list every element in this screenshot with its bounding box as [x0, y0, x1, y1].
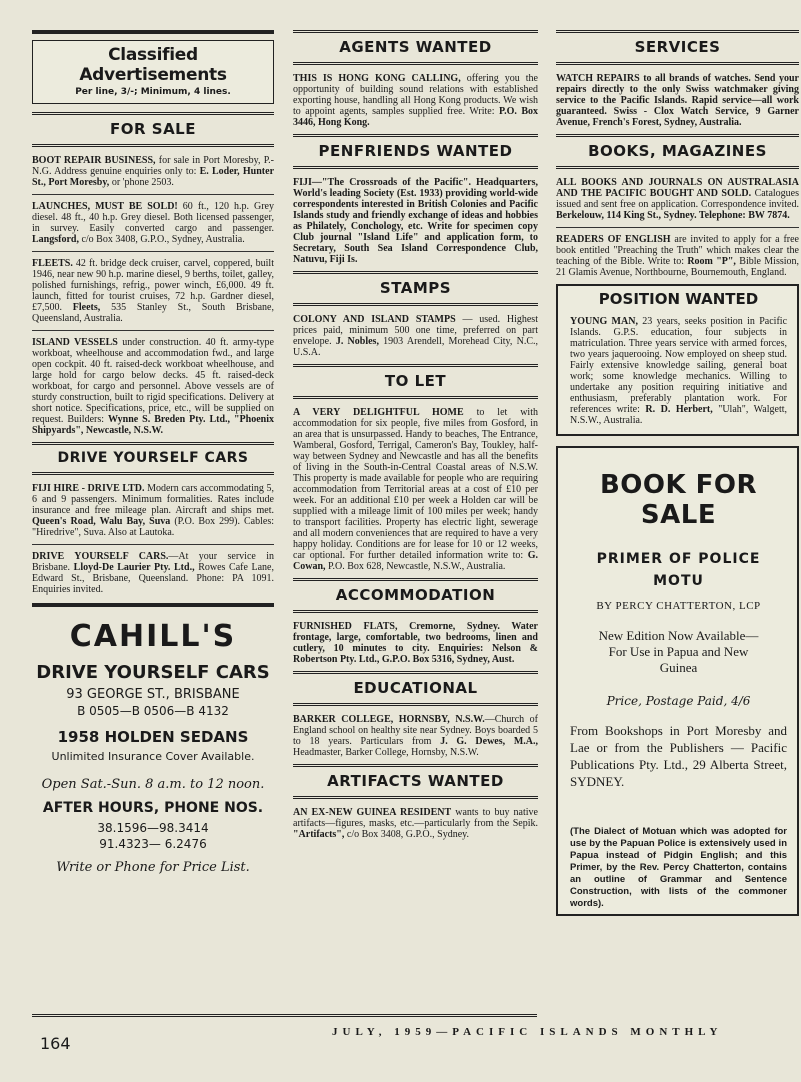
ad-fleets: FLEETS. 42 ft. bridge deck cruiser, carvel, coppered, built 1946, near new 90 h.p. marine diesel, 9 berths, toilet, galley, polished furnishings, refrig., power winch, £6,000. 49 ft. launch, fitted for tourist cruises, 72 h.p. Gardner diesel, £7,500. Fleets, 535 Stanley St., South Brisbane, Queensland, Australia.: [32, 258, 274, 324]
section-heading-artifacts: ARTIFACTS WANTED: [293, 764, 538, 799]
section-heading-drive-yourself: DRIVE YOURSELF CARS: [32, 442, 274, 475]
divider: [556, 227, 799, 228]
book-name: PRIMER OF POLICE MOTU: [596, 551, 761, 589]
divider: [32, 330, 274, 331]
section-heading-penfriends: PENFRIENDS WANTED: [293, 134, 538, 169]
ad-delightful-home: A VERY DELIGHTFUL HOME to let with accommodation for six people, five miles from Gosford, in an area that is unsurpassed. Handy to beaches, The Entrance, Wamberal, Gosford, Terrigal, Cameron's Bay, Toukley, half-way between Sydney and Newcastle and has all the benefits of living in the South-in-Central Coastal areas of N.S.W. This property is made available for people who are requiring accommodation from Territorial areas at a cost of £10 per week. For an additional £10 per week a Holden car will be supplied with a mileage limit of 100 miles per week; handy to transport facilities. Property has electric light, sewerage and all modern conveniences that are required to have a very happy holiday. Conditions are for lease for 10 or 12 weeks, car optional. For further detailed information write to: G. Cowan, P.O. Box 628, Newcastle, N.S.W., Australia.: [293, 407, 538, 572]
section-heading-books: BOOKS, MAGAZINES: [556, 134, 799, 169]
column-1: [32, 30, 274, 875]
section-heading-services: SERVICES: [556, 30, 799, 65]
ad-young-man: YOUNG MAN, 23 years, seeks position in Pacific Islands. G.P.S. education, four subjects in matriculation. Three years service with armed forces, two years jaquerooing. Now employed on sheep stud. Fairly extensive knowledge sailing, general boat work; some knowledge mechanics. Willing to undertake any position requiring initiative and enthusiasm, preferably plantation work. For references write: R. D. Herbert, "Ulah", Walgett, N.S.W., Australia.: [570, 316, 788, 426]
book-price: Price, Postage Paid, 4/6: [606, 694, 751, 708]
section-heading-for-sale: FOR SALE: [32, 112, 274, 147]
classified-header-box: [32, 40, 274, 104]
ad-launches: LAUNCHES, MUST BE SOLD! 60 ft., 120 h.p. Grey diesel. 48 ft., 40 h.p. Grey diesel. Both licensed passenger, in survey. Easily converted cargo and passenger. Langsford, c/o Box 3408, G.P.O., Sydney, Australia.: [32, 201, 274, 245]
book-edition: New Edition Now Available— For Use in Papua and New Guinea: [598, 628, 759, 675]
ad-furnished-flats: FURNISHED FLATS, Cremorne, Sydney. Water frontage, large, comfortable, two bedrooms, linen and cutlery, 10 minutes to city. Enquiries: Nelson & Robertson Pty. Ltd., G.P.O. Box 5316, Sydney, Aust.: [293, 621, 538, 665]
book-availability: From Bookshops in Port Moresby and Lae or from the Publishers — Pacific Publications Pty. Ltd., 29 Alberta Street, SYDNEY.: [570, 723, 787, 789]
ad-fiji-hire-drive: FIJI HIRE - DRIVE LTD. Modern cars accommodating 5, 6 and 9 passengers. Minimum formalities. Rates include insurance and free mileage plan. Aircraft and ships met. Queen's Road, Walu Bay, Suva (P.O. Box 299). Cables: "Hiredrive", Suva. Also at Lautoka.: [32, 483, 274, 538]
ad-boot-repair: BOOT REPAIR BUSINESS, for sale in Port Moresby, P.-N.G. Address genuine enquiries only to: E. Loder, Hunter St., Port Moresby, or 'phone 2503.: [32, 155, 275, 188]
book-author: BY PERCY CHATTERTON, LCP: [596, 600, 761, 612]
ad-all-books: ALL BOOKS AND JOURNALS ON AUSTRALASIA AND THE PACIFIC BOUGHT AND SOLD. Catalogues issued and sent free on application. Correspondence invited. Berkelouw, 114 King St., Sydney. Telephone: BW 7874.: [556, 177, 800, 221]
ad-fiji-club: FIJI—"The Crossroads of the Pacific". Headquarters, World's leading Society (Est. 1933) providing world-wide correspondents interested in British Colonies and Pacific Islands study and friendly exchange of ideas and hobbies as Philately, Conchology, etc. Write for specimen copy Club journal "Island Life" and application form, to Secretary, South Sea Island Correspondence Club, Natuvu, Fiji Is.: [293, 177, 538, 265]
cahills-name: CAHILL'S: [69, 619, 237, 654]
section-heading-position-wanted: POSITION WANTED: [598, 290, 759, 308]
position-wanted-box: [556, 284, 799, 436]
footer-rule: [32, 1014, 537, 1017]
section-heading-stamps: STAMPS: [293, 271, 538, 306]
cahills-write: Write or Phone for Price List.: [56, 860, 250, 875]
column-2: [293, 30, 538, 840]
section-heading-agents: AGENTS WANTED: [293, 30, 538, 65]
ad-artifacts: AN EX-NEW GUINEA RESIDENT wants to buy native artifacts—figures, masks, etc.—particularly from the Sepik. "Artifacts", c/o Box 3408, G.P.O., Sydney.: [293, 807, 538, 840]
cahills-after-hours: AFTER HOURS, PHONE NOS.: [42, 800, 264, 816]
issue-line: JULY, 1959—PACIFIC ISLANDS MONTHLY: [332, 1026, 723, 1038]
cahills-address: 93 GEORGE ST., BRISBANE: [66, 687, 240, 702]
ad-stamps: COLONY AND ISLAND STAMPS — used. Highest prices paid, minimum 500 one time, preferred on part envelope. J. Nobles, 1903 Arendell, Morehead City, N.C., U.S.A.: [293, 314, 538, 358]
ad-drive-brisbane: DRIVE YOURSELF CARS.—At your service in Brisbane. Lloyd-De Laurier Pty. Ltd., Rowes Cafe Lane, Edward St., Brisbane, Queensland. Phone: PA 1091. Enquiries invited.: [32, 551, 274, 595]
page-number: 164: [40, 1034, 71, 1053]
ad-barker-college: BARKER COLLEGE, HORNSBY, N.S.W.—Church of England school on healthy site near Sydney. Boys boarded 5 to 18 years. Particulars from J. G. Dewes, M.A., Headmaster, Barker College, Hornsby, N.S.W.: [293, 714, 538, 758]
classified-title: Classified Advertisements: [79, 45, 227, 85]
cahills-hours: Open Sat.-Sun. 8 a.m. to 12 noon.: [41, 777, 265, 792]
book-for-sale-title: BOOK FOR SALE: [599, 470, 758, 530]
cahills-subtitle: DRIVE YOURSELF CARS: [36, 662, 270, 683]
cahills-phones: B 0505—B 0506—B 4132: [77, 704, 229, 718]
ad-island-vessels: ISLAND VESSELS under construction. 40 ft. army-type workboat, wheelhouse and accommodation fwd., and large open cockpit. 40 ft. raised-deck workboat wheelhouse, and large hold for cargo below decks. 45 ft. raised-deck workboat, for cargo and personnel. Above vessels are of sturdy construction, built to rigid specifications. Delivery at short notice. Specifications, price, etc., will be supplied on request. Builders: Wynne S. Breden Pty. Ltd., "Phoenix Shipyards", Newcastle, N.S.W.: [32, 337, 274, 436]
divider: [32, 251, 274, 252]
divider: [32, 603, 274, 607]
book-for-sale-box: [556, 446, 799, 916]
cahills-sedans: 1958 HOLDEN SEDANS: [57, 728, 249, 746]
cahills-after-numbers: 38.1596—98.3414 91.4323— 6.2476: [97, 821, 209, 851]
section-heading-educational: EDUCATIONAL: [293, 671, 538, 706]
divider: [32, 544, 274, 545]
column-3: [556, 30, 799, 916]
ad-watch-repairs: WATCH REPAIRS to all brands of watches. Send your repairs directly to the only Swiss watchmaker giving service to the Pacific Islands. Rapid service—all work guaranteed. Swiss - Clox Watch Service, 9 Garner Avenue, French's Forest, Sydney, Australia.: [556, 73, 799, 128]
ad-hong-kong: THIS IS HONG KONG CALLING, offering you the opportunity of building sound relations with established exporting house, handling all Hong Kong products. We wish to appoint agents, samples supplied free. Write: P.O. Box 3446, Hong Kong.: [293, 73, 539, 128]
classified-rates: Per line, 3/-; Minimum, 4 lines.: [75, 87, 231, 97]
section-heading-to-let: TO LET: [293, 364, 538, 399]
divider: [32, 30, 274, 34]
book-note: (The Dialect of Motuan which was adopted for use by the Papuan Police is extensively used in Papua instead of Pidgin English; and this Primer, by the Rev. Percy Chatterton, contains an outline of Grammar and Sentence Construction, with lists of the commoner words).: [570, 826, 787, 909]
divider: [32, 194, 274, 195]
cahills-insurance: Unlimited Insurance Cover Available.: [51, 750, 255, 763]
cahills-display-ad: [32, 613, 274, 875]
section-heading-accommodation: ACCOMMODATION: [293, 578, 538, 613]
ad-readers-of-english: READERS OF ENGLISH are invited to apply for a free book entitled "Preaching the Truth" which makes clear the teaching of the Bible. Write to: Room "P", Bible Mission, 21 Glamis Avenue, Northbourne, Bournemouth, England.: [556, 234, 800, 278]
